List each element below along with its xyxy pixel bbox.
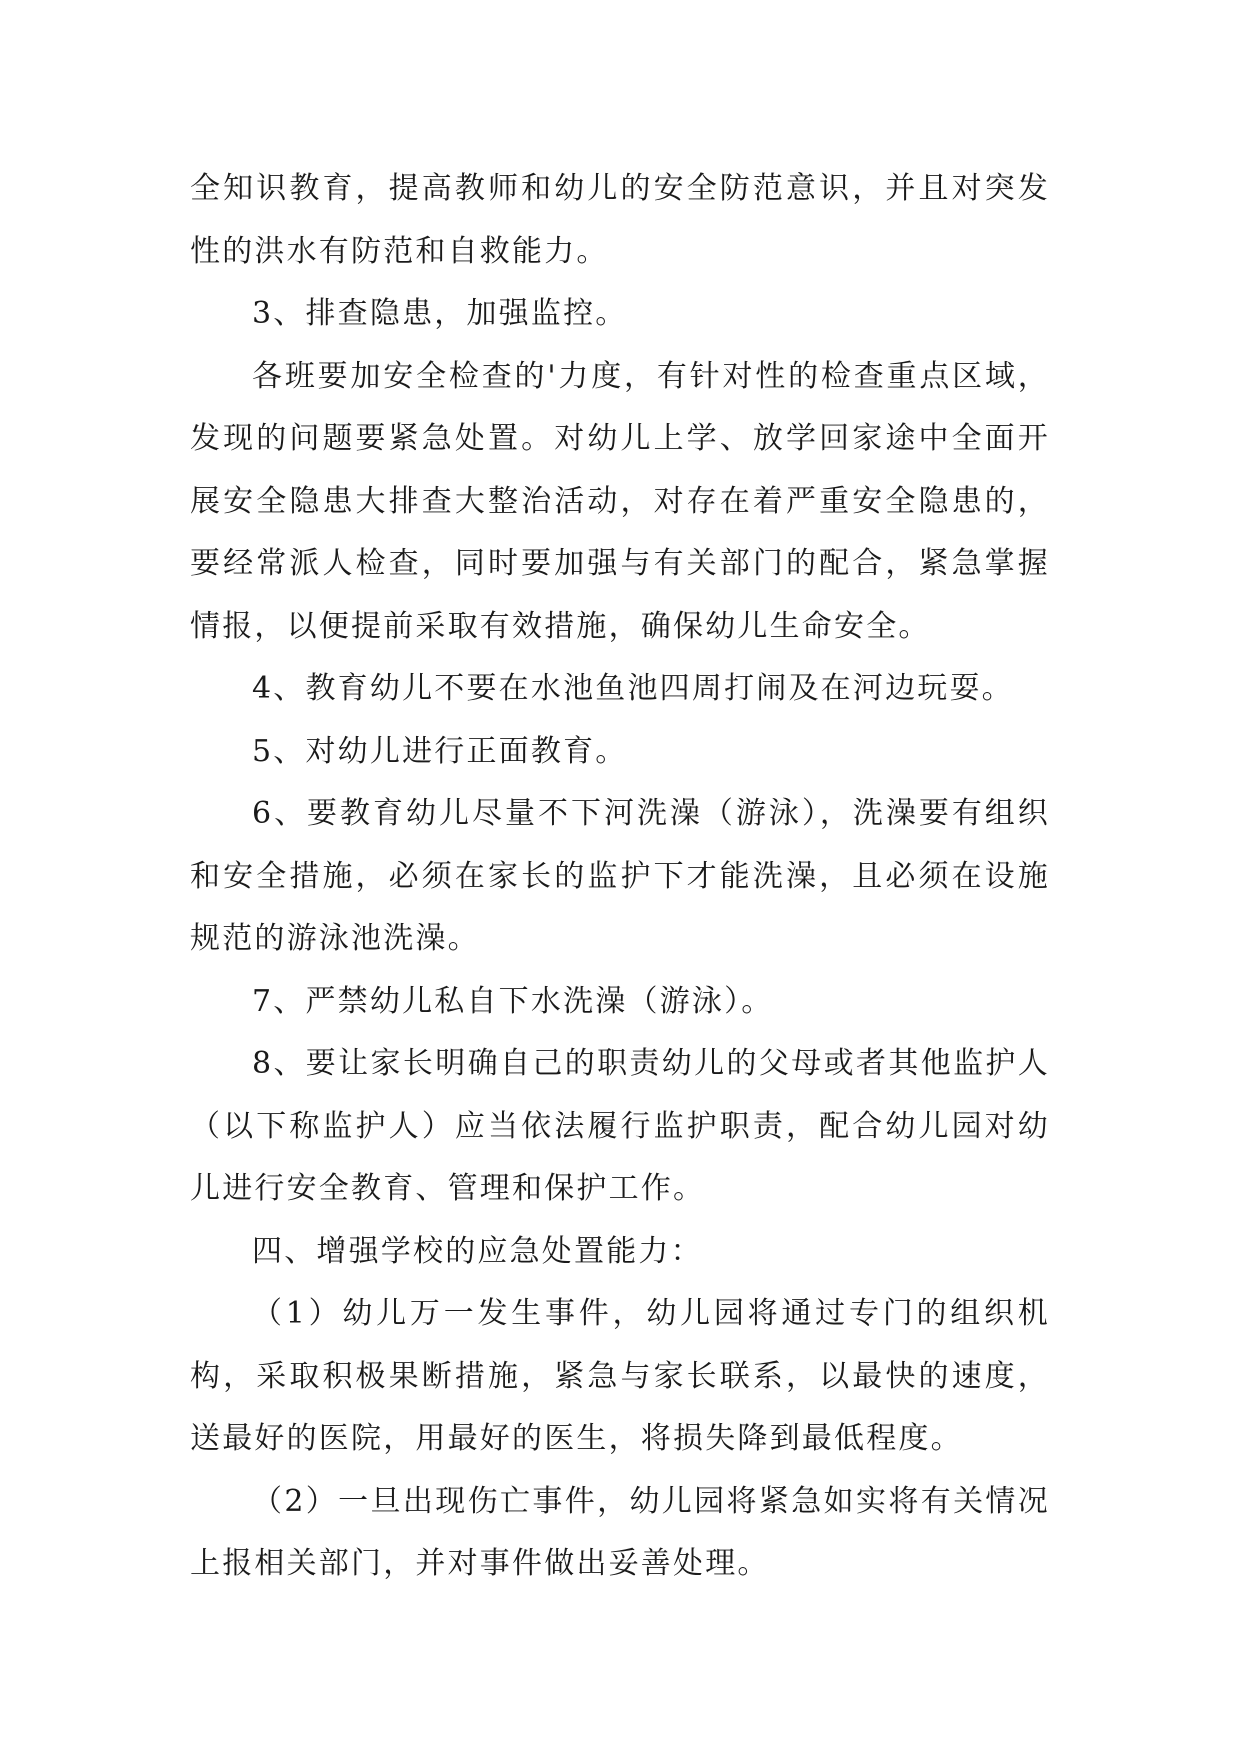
paragraph-emergency-2: （2）一旦出现伤亡事件，幼儿园将紧急如实将有关情况上报相关部门，并对事件做出妥善处理。 [190, 1483, 1050, 1581]
paragraph-emergency-1: （1）幼儿万一发生事件，幼儿园将通过专门的组织机构，采取积极果断措施，紧急与家长联系，以最快的速度，送最好的医院，用最好的医生，将损失降到最低程度。 [190, 1296, 1050, 1456]
document-body [190, 158, 1050, 1596]
paragraph-safety-inspection: 各班要加安全检查的'力度，有针对性的检查重点区域，发现的问题要紧急处置。对幼儿上学、放学回家途中全面开展安全隐患大排查大整治活动，对存在着严重安全隐患的，要经常派人检查，同时要加强与有关部门的配合，紧急掌握情报，以便提前采取有效措施，确保幼儿生命安全。 [190, 358, 1050, 644]
paragraph-item-3-heading: 3、排查隐患，加强监控。 [252, 296, 628, 331]
paragraph-item-8: 8、要让家长明确自己的职责幼儿的父母或者其他监护人（以下称监护人）应当依法履行监护职责，配合幼儿园对幼儿进行安全教育、管理和保护工作。 [190, 1046, 1050, 1206]
section-heading-emergency: 四、增强学校的应急处置能力： [252, 1233, 703, 1269]
paragraph-item-7: 7、严禁幼儿私自下水洗澡（游泳）。 [252, 983, 774, 1019]
paragraph-continuation: 全知识教育，提高教师和幼儿的安全防范意识，并且对突发性的洪水有防范和自救能力。 [190, 171, 1050, 269]
paragraph-item-6: 6、要教育幼儿尽量不下河洗澡（游泳），洗澡要有组织和安全措施，必须在家长的监护下才能洗澡，且必须在设施规范的游泳池洗澡。 [190, 796, 1050, 956]
paragraph-item-5: 5、对幼儿进行正面教育。 [252, 733, 628, 769]
paragraph-item-4: 4、教育幼儿不要在水池鱼池四周打闹及在河边玩耍。 [252, 671, 1014, 706]
